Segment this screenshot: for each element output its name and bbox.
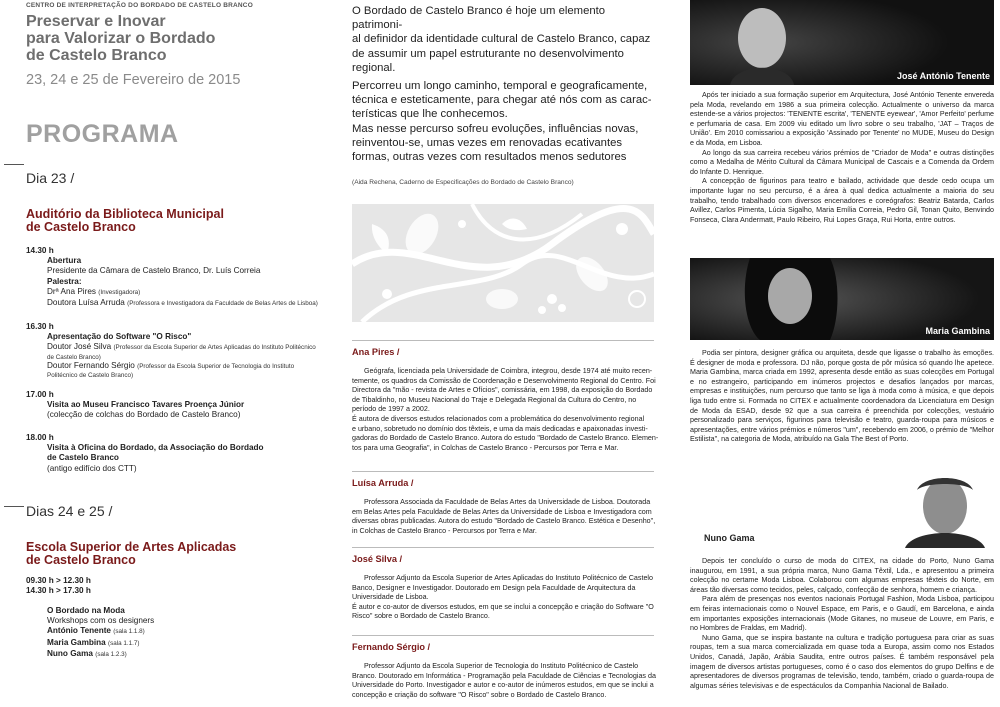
designer-photo [690,258,994,340]
designer-photo [895,470,994,548]
session-1700: 17.00 h Visita ao Museu Francisco Tavares Proença Júnior (colecção de colchas do Bordado de Castelo Branco) [26,390,245,420]
citation: (Aida Rechena, Caderno de Especificações do Bordado de Castelo Branco) [352,179,574,186]
speakers-column [352,0,657,707]
day-24-25-venue: Escola Superior de Artes Aplicadas de Castelo Branco [26,540,237,567]
programa-heading: PROGRAMA [26,120,179,148]
workshop-details: O Bordado na Moda Workshops com os designers António Tenente (sala 1.1.8) Maria Gambina (sala 1.1.7) Nuno Gama (sala 1.2.3) [47,606,155,658]
divider [352,635,654,636]
speaker-bio: Professora Associada da Faculdade de Belas Artes da Universidade de Lisboa. Doutorada em Belas Artes pela Faculdade de Belas Artes da Universidade de Lisboa e Investigadora com diversas obras publicadas. Autora do estudo "Bordado de Castelo Branco. Estética e Desenho", in Colchas de Castelo Branco - Percursos por Terra e Mar. [352,498,656,535]
designer-bio: Depois ter concluído o curso de moda do CITEX, na cidade do Porto, Nuno Gama inaugurou, em 1991, a sua própria marca, Nuno Gama Têxtil, Lda., e apresentou a primeira colecção no certame Moda Lisboa. Colaborou com algumas empresas têxteis do Norte, em áreas tão diversas como tecidos, peles, calçado, confecção de senhora, homem e criança. Para além de presenças nos eventos nacionais Portugal Fashion, Moda Lisboa, participou em feiras internacionais como o Nouvel Espace, em Paris, e o Gaudí, em Barcelona, e ainda em importantes exposições internacionais (Mode Gitanes, no museue de Louvre, em Paris, e no Hombres de Fraldas, em Madrid). Nuno Gama, que se inspira bastante na cultura e tradição portuguesa para criar as suas roupas, tem a sua marca comercializada em quase toda a Europa, assim como nos Estados Unidos, Canadá, Japão, Arábia Saudita, entre outros países. É também responsável pela imagem de diversos artistas portugueses, como é o caso dos elementos do grupo Delfins e de apresentadores de diversos programas de televisão, tendo, também, criado o guarda-roupa de algumas séries televisivas e de espectáculos da Companhia Nacional de Bailado. [690,557,994,690]
day-23-heading: Dia 23 / [26,170,75,186]
speaker-name: Ana Pires / [352,347,400,357]
designers-column [690,0,996,707]
session-1430: 14.30 h Abertura Presidente da Câmara de Castelo Branco, Dr. Luís Correia Palestra: Drª Ana Pires (Investigadora) Doutora Luísa Arruda (Professora e Investigadora da Faculdade de Belas Artes de Lisboa) [26,246,318,308]
speaker-name: José Silva / [352,554,403,564]
divider [4,164,24,165]
designer-photo [690,0,994,85]
programme-column [0,0,345,707]
designer-name: Maria Gambina [925,326,990,336]
designer-name: Nuno Gama [704,533,755,543]
speaker-bio: Professor Adjunto da Escola Superior de Tecnologia do Instituto Politécnico de Castelo Branco. Doutorado em Informática - Programação pela Faculdade de Ciências e Tecnologias da Universidade do Porto. Investigador e autor e co-autor de inúmeros estudos, em que se inclui a concepção e criação do software "O Risco" sobre o Bordado de Castelo Branco. [352,662,656,699]
page-title: Preservar e Inovar para Valorizar o Bordado de Castelo Branco [26,13,216,64]
designer-name: José António Tenente [896,71,990,81]
embroidery-pattern-image [352,204,654,322]
event-dates: 23, 24 e 25 de Fevereiro de 2015 [26,72,241,88]
center-name: CENTRO DE INTERPRETAÇÃO DO BORDADO DE CASTELO BRANCO [26,2,253,9]
workshop-times: 09.30 h > 12.30 h 14.30 h > 17.30 h [26,576,91,596]
day-24-25-heading: Dias 24 e 25 / [26,503,113,519]
designer-bio: Após ter iniciado a sua formação superior em Arquitectura, José António Tenente enveredа pela Moda, revelando em 1986 a sua primeira colecção. Actualmente o universo da marca estende-se a vários projectos: 'TENENTE escrita', 'TENENTE eyewear', 'Amor Perfeito' perfume e perfumaria de casa. Em 2009 viu editado um livro sobre o seu trabalho, 'JAT – Traços de União'. Em 2010 comissariou a exposição 'Assinado por Tenente' no MUDE, Museu do Design e da Moda, em Lisboa. Ao longo da sua carreira recebeu vários prémios de "Criador de Moda" e outras distinções como a Medalha de Mérito Cultural da Câmara Municipal de Cascais e a Comenda da Ordem do Infante D. Henrique. A concepção de figurinos para teatro e bailado, actividade que desde cedo ocupa um importante lugar no seu percurso, é a área à qual dedica actualmente a maioria do seu trabalho, tendo trabalhado com diversos encenadores e coreógrafos: Beatriz Batarda, Carlos Avillez, Carlos Pimenta, Lúcia Sigalho, Maria Emília Correia, Pedro Gil, Tonan Quito, Benvindo Fonseca, Clara Andermatt, Paulo Ribeiro, Rui Lopes Graça, Rui Horta, entre outros. [690,91,994,224]
speaker-name: Fernando Sérgio / [352,642,431,652]
divider [352,471,654,472]
divider [352,547,654,548]
divider [352,340,654,341]
intro-paragraph-1: O Bordado de Castelo Branco é hoje um elemento patrimoni- al definidor da identidade cultural de Castelo Branco, capaz de assumir um papel estruturante no desenvolvimento regional. [352,5,651,74]
designer-bio: Podia ser pintora, designer gráfica ou arquiteta, desde que ligasse o trabalho às emoções. É designer de moda e professora. DJ não, porque gosta de pôr música só quando lhe apetece. Maria Gambina, marca criada em 1992, apresenta desde então as suas colecções em Portugal e no estrangeiro, participando em inúmeros projectos e desafios lançados por marcas, empresas e instituições, num percurso que tanto se liga à moda como à música, e que depois liga tudo entre si. Formada no CITEX e actualmente coordenadora da Licenciatura em Design de Moda da ESAD, desde 92 que a sua carreira é preenchida por colecções, vestuário personalizado para serviços, figurinos para televisão e teatro, guarda-roupa para músicos e apresentações, entre vários prémios e números "um", recebendo em 2006, o prémio de "Melhor Estilista", na categoria de Moda, atribuído na Gala The Best of Porto. [690,349,994,444]
speaker-bio: Professor Adjunto da Escola Superior de Artes Aplicadas do Instituto Politécnico de Castelo Banco, Designer e Investigador. Doutorado em Design pela Faculdade de Arquitectura da Universidade de Lisboa. É autor e co-autor de diversos estudos, em que se inclui a concepção e criação do Software "O Risco" sobre o Bordado de Castelo Branco. [352,574,654,621]
session-1800: 18.00 h Visita à Oficina do Bordado, da Associação do Bordado de Castelo Branco (antigo edifício dos CTT) [26,433,264,473]
session-1630: 16.30 h Apresentação do Software "O Risco" Doutor José Silva (Professor da Escola Superior de Artes Aplicadas do Instituto Politécnico de Castelo Branco) Doutor Fernando Sérgio (Professor da Escola Superior de Tecnologia do Instituto Politécnico de Castelo Branco) [26,322,316,379]
speaker-bio: Geógrafa, licenciada pela Universidade de Coimbra, integrou, desde 1974 até muito recen- temente, os quadros da Comissão de Coordenação e Desenvolvimento Regional do Centro. Foi Directora da "mão - revista de Artes e Ofícios", comissária, em 1998, da exposição do Bordado de Tibaldinho, no Museu Nacional do Traje e Delegada Regional da Cultura do Centro, no período de 1997 a 2002. É autora de diversos estudos relacionados com a problemática do desenvolvimento regional e urbano, sobretudo no domínio dos têxteis, e uma da mais dedicadas e apaixonadas investi- gadoras do Bordado de Castelo Branco. Autora do estudo "Bordado de Castelo Branco. Elemen- tos para uma Geografia", in Colchas de Castelo Branco - Percursos por Terra e Mar. [352,367,659,452]
divider [4,506,24,507]
intro-paragraph-2: Percorreu um longo caminho, temporal e geograficamente, técnica e esteticamente, para chegar até nós com as carac- terísticas que lhe conhecemos. Mas nesse percurso sofreu evoluções, influências novas, reinventou-se, umas vezes em renovadas ecativantes formas, outras vezes com resultados menos sedutores [352,80,652,164]
speaker-name: Luísa Arruda / [352,478,414,488]
day-23-venue: Auditório da Biblioteca Municipal de Castelo Branco [26,207,224,234]
